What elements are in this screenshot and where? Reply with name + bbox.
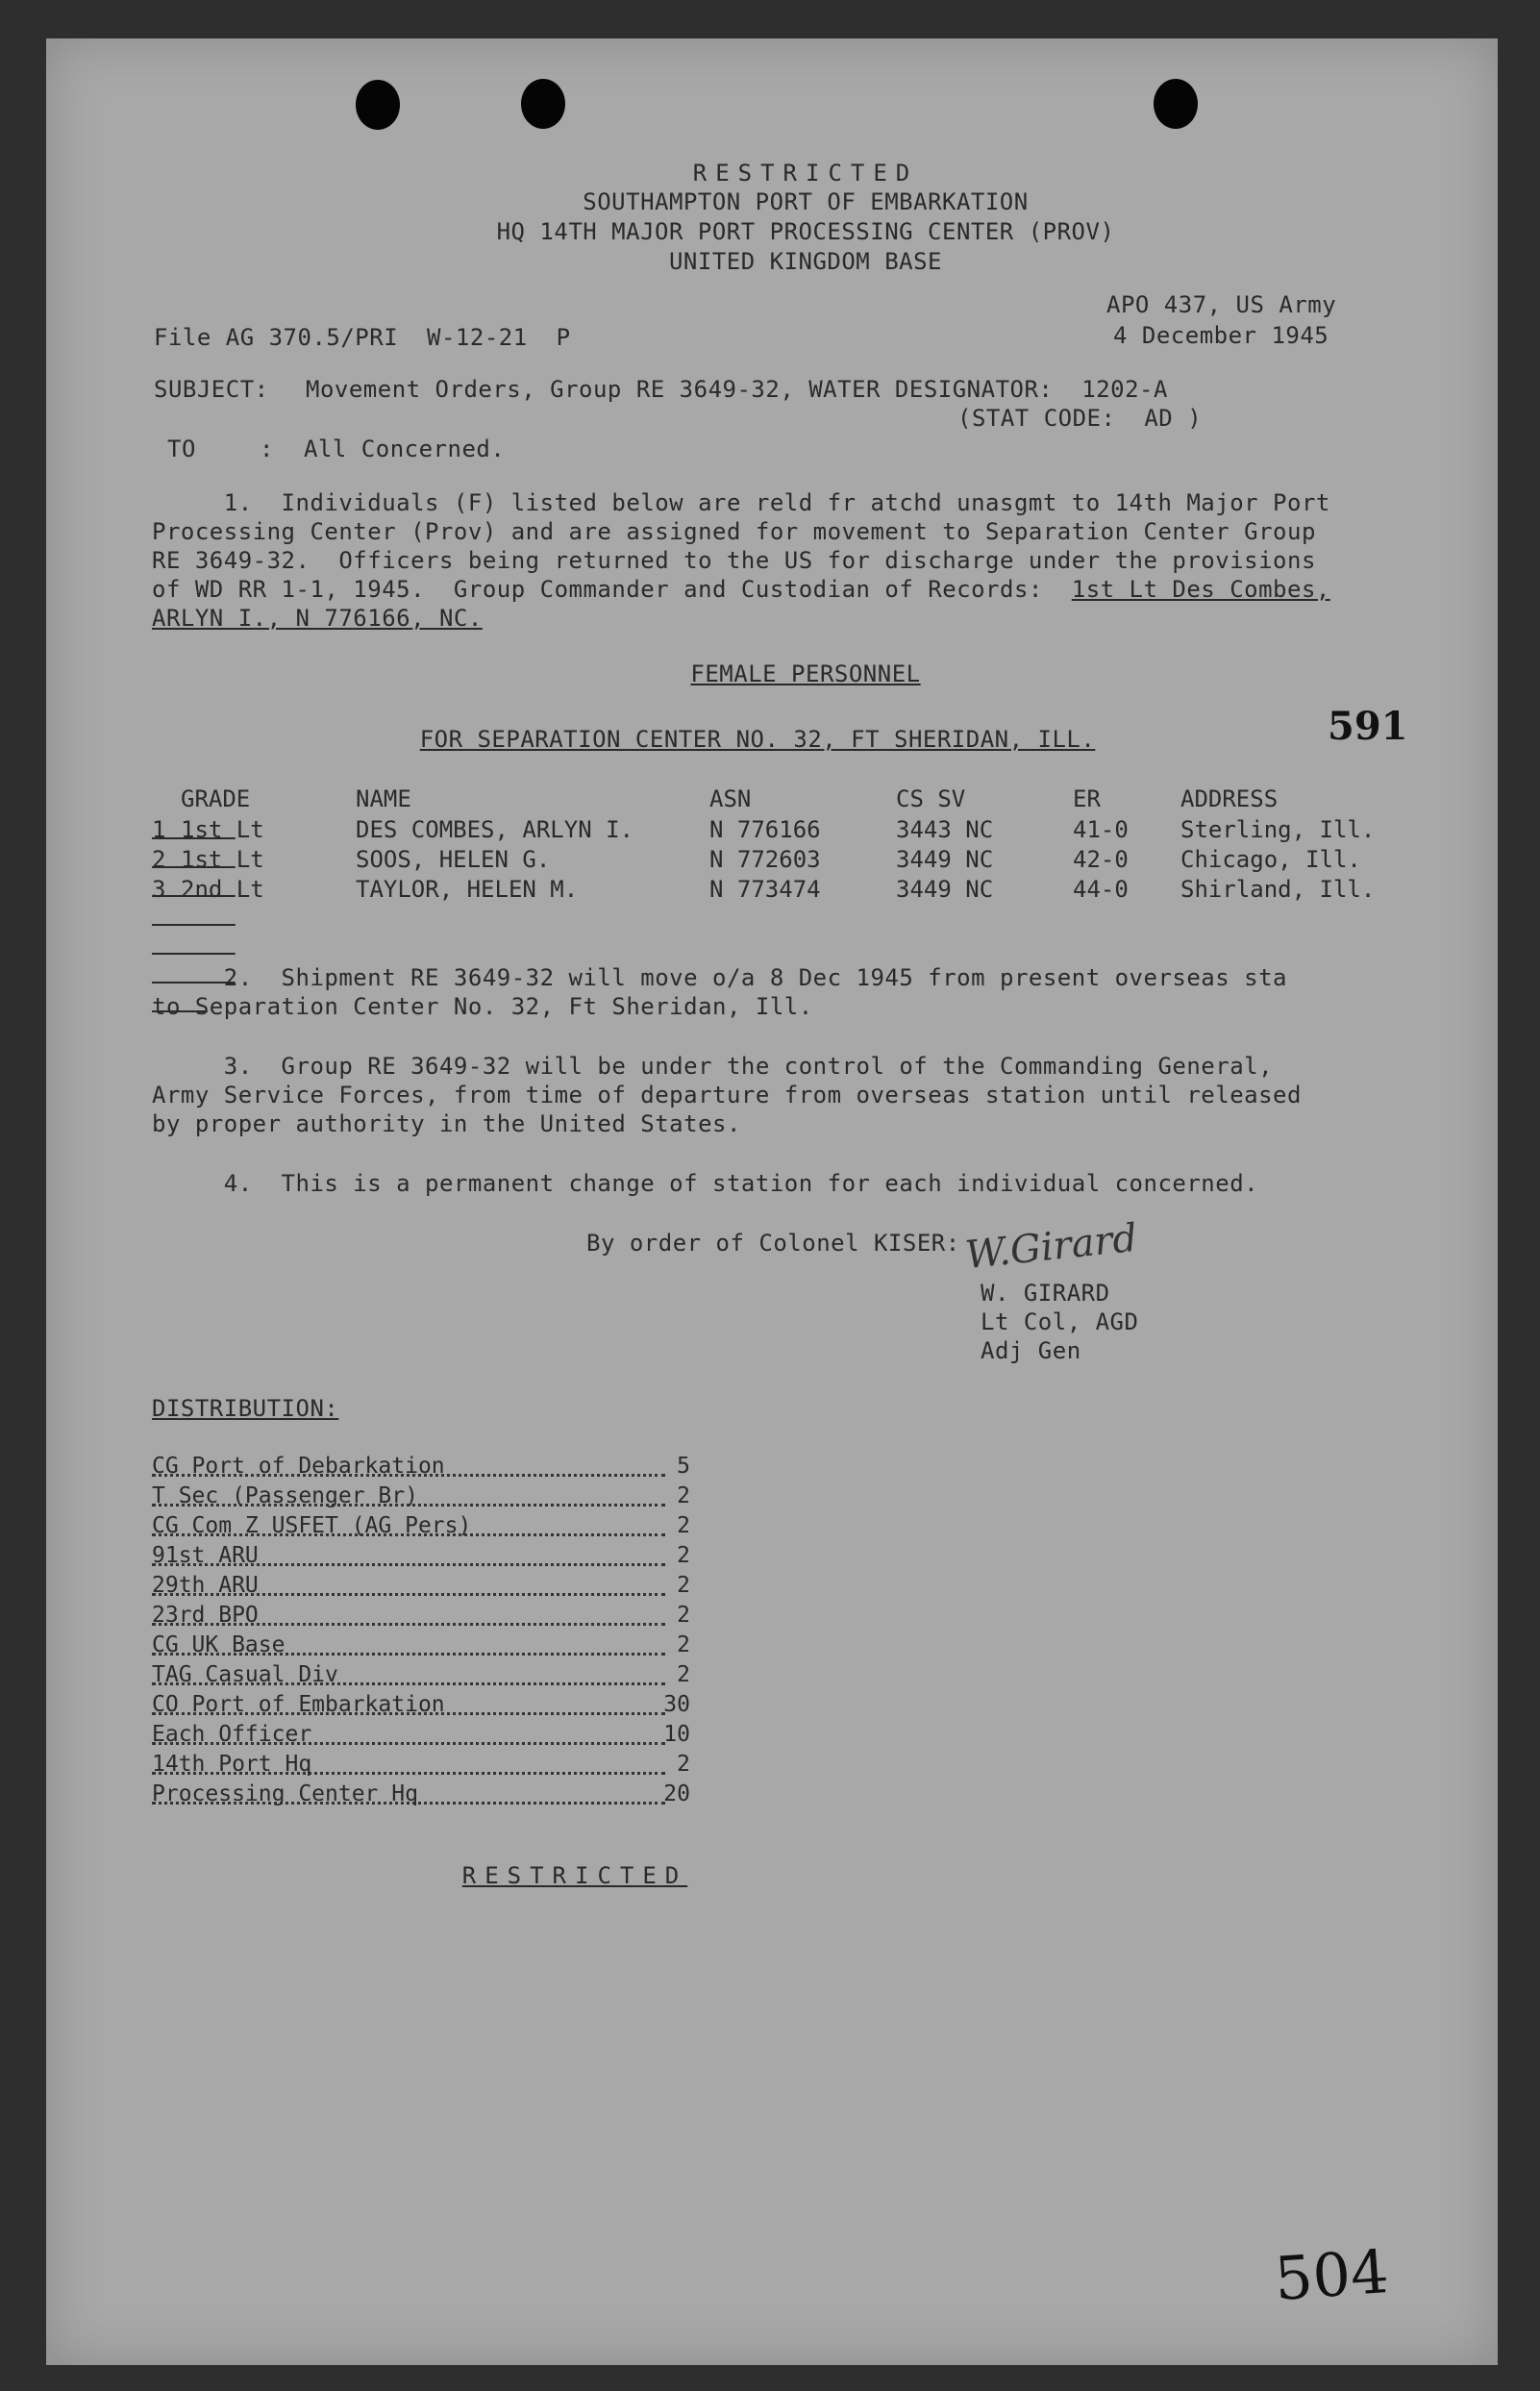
list-item: 29th ARU 2 xyxy=(152,1573,690,1598)
col-grade: GRADE xyxy=(181,785,251,812)
subject-label: SUBJECT: xyxy=(154,376,269,403)
punch-hole xyxy=(521,79,565,129)
list-item: TAG Casual Div 2 xyxy=(152,1662,690,1687)
stat-code: (STAT CODE: AD ) xyxy=(957,405,1203,432)
table-row: 2 1st Lt SOOS, HELEN G. N 772603 3449 NC 42-0 Chicago, Ill. xyxy=(152,846,1361,873)
para3-line-2: Army Service Forces, from time of departure from overseas station until released xyxy=(152,1082,1302,1108)
para3-line-1: 3. Group RE 3649-32 will be under the control of the Commanding General, xyxy=(152,1053,1274,1080)
file-number: File AG 370.5/PRI W-12-21 P xyxy=(154,324,571,351)
para1-line-4: of WD RR 1-1, 1945. Group Commander and Custodian of Records: 1st Lt Des Combes, xyxy=(152,576,1330,603)
punch-hole xyxy=(356,80,400,130)
stamp-number: 591 xyxy=(1328,704,1408,749)
table-row: 3 2nd Lt TAYLOR, HELEN M. N 773474 3449 NC 44-0 Shirland, Ill. xyxy=(152,876,1376,903)
document-page xyxy=(46,38,1498,2365)
para2-line-2: to Separation Center No. 32, Ft Sheridan, Ill. xyxy=(152,993,813,1020)
group-commander-cont: ARLYN I., N 776166, NC. xyxy=(152,605,483,632)
list-item: Processing Center Hq 20 xyxy=(152,1781,690,1806)
list-item: 91st ARU 2 xyxy=(152,1543,690,1568)
header-line-1: SOUTHAMPTON PORT OF EMBARKATION xyxy=(583,188,1029,215)
header-line-3: UNITED KINGDOM BASE xyxy=(668,248,943,275)
para1-line-1: 1. Individuals (F) listed below are reld fr atchd unasgmt to 14th Major Port xyxy=(152,489,1330,516)
section-subtitle: FOR SEPARATION CENTER NO. 32, FT SHERIDAN, ILL. xyxy=(419,726,1096,753)
header-classification: RESTRICTED xyxy=(692,160,919,187)
list-item: T Sec (Passenger Br) 2 xyxy=(152,1483,690,1508)
list-item: CG Port of Debarkation 5 xyxy=(152,1454,690,1479)
para3-line-3: by proper authority in the United States. xyxy=(152,1110,741,1137)
to-separator: : xyxy=(260,436,274,462)
list-item: 14th Port Hq 2 xyxy=(152,1752,690,1777)
table-row: 1 1st Lt DES COMBES, ARLYN I. N 776166 3443 NC 41-0 Sterling, Ill. xyxy=(152,816,1376,843)
date-line: 4 December 1945 xyxy=(1113,322,1329,349)
apo-line: APO 437, US Army xyxy=(1106,291,1337,318)
col-name: NAME xyxy=(356,785,411,812)
para1-line-2: Processing Center (Prov) and are assigned for movement to Separation Center Group xyxy=(152,518,1316,545)
distribution-title: DISTRIBUTION: xyxy=(152,1395,339,1422)
punch-hole xyxy=(1154,79,1198,129)
col-cs-sv: CS SV xyxy=(896,785,966,812)
order-line: By order of Colonel KISER: xyxy=(586,1230,960,1257)
col-er: ER xyxy=(1073,785,1101,812)
handwritten-signature: W.Girard xyxy=(963,1215,1140,1279)
handwritten-page-number: 504 xyxy=(1272,2235,1391,2315)
list-item: Each Officer 10 xyxy=(152,1722,690,1747)
section-title: FEMALE PERSONNEL xyxy=(690,660,921,687)
signer-rank: Lt Col, AGD xyxy=(981,1308,1139,1335)
col-asn: ASN xyxy=(709,785,752,812)
subject-text: Movement Orders, Group RE 3649-32, WATER DESIGNATOR: 1202-A xyxy=(306,376,1168,403)
signer-title: Adj Gen xyxy=(981,1337,1081,1364)
group-commander: 1st Lt Des Combes, xyxy=(1071,576,1330,603)
list-item: CG UK Base 2 xyxy=(152,1632,690,1657)
col-address: ADDRESS xyxy=(1180,785,1279,812)
para4-line-1: 4. This is a permanent change of station for each individual concerned. xyxy=(152,1170,1259,1197)
para2-line-1: 2. Shipment RE 3649-32 will move o/a 8 Dec 1945 from present overseas sta xyxy=(152,964,1287,991)
to-label: TO xyxy=(167,436,196,462)
list-item: CG Com Z USFET (AG Pers) 2 xyxy=(152,1513,690,1538)
signer-name: W. GIRARD xyxy=(981,1280,1110,1307)
list-item: CO Port of Embarkation 30 xyxy=(152,1692,690,1717)
header-line-2: HQ 14TH MAJOR PORT PROCESSING CENTER (PROV) xyxy=(496,218,1115,245)
list-item: 23rd BPO 2 xyxy=(152,1603,690,1628)
para1-line-3: RE 3649-32. Officers being returned to the US for discharge under the provisions xyxy=(152,547,1316,574)
to-text: All Concerned. xyxy=(304,436,506,462)
footer-classification: RESTRICTED xyxy=(461,1862,688,1889)
roster-header xyxy=(152,785,1402,813)
